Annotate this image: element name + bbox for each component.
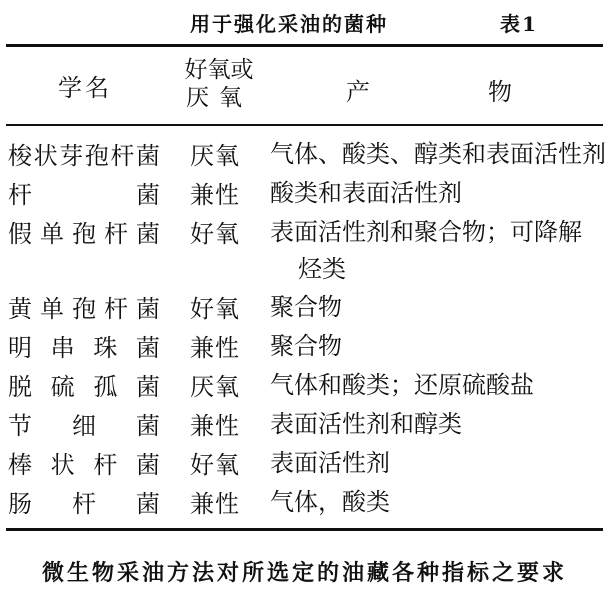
column-header-oxygen-line1: 好氧或 bbox=[184, 57, 254, 83]
species-name-char: 菌 bbox=[135, 142, 160, 170]
species-name-char: 杆 bbox=[8, 181, 32, 209]
product-cell bbox=[270, 175, 606, 212]
product-cell bbox=[270, 328, 606, 365]
species-name-char: 单 bbox=[40, 295, 64, 323]
bottom-rule bbox=[6, 528, 603, 531]
species-name-char: 细 bbox=[72, 412, 96, 440]
table-row bbox=[8, 136, 606, 175]
oxygen-type: 好氧 bbox=[190, 451, 240, 479]
species-name-char: 菌 bbox=[136, 490, 160, 518]
species-name-char: 菌 bbox=[136, 220, 160, 248]
species-name-char: 串 bbox=[50, 334, 75, 362]
species-name-char: 杆 bbox=[93, 451, 118, 479]
species-name-char: 菌 bbox=[136, 181, 160, 209]
column-header-name: 学名 bbox=[58, 74, 112, 102]
product-cell bbox=[270, 406, 606, 443]
species-name-char: 菌 bbox=[135, 334, 160, 362]
species-name bbox=[8, 367, 160, 403]
species-name-char: 肠 bbox=[8, 490, 32, 518]
table-row bbox=[8, 367, 603, 406]
oxygen-type: 兼性 bbox=[190, 181, 240, 209]
species-name-char: 杆 bbox=[104, 220, 128, 248]
product-text: 酸类和表面活性剂 bbox=[270, 179, 462, 207]
product-text: 表面活性剂 bbox=[270, 449, 390, 477]
table-title: 用于强化采油的菌种 bbox=[190, 12, 388, 36]
species-name-char: 菌 bbox=[135, 451, 160, 479]
table-row bbox=[8, 175, 603, 214]
table-title-row bbox=[0, 6, 609, 36]
species-name-char: 梭 bbox=[8, 142, 32, 170]
species-name-char: 孤 bbox=[93, 373, 118, 401]
column-header-oxygen-line2: 厌氧 bbox=[186, 85, 252, 111]
species-name-char: 假 bbox=[8, 220, 32, 248]
species-name-char: 节 bbox=[8, 412, 32, 440]
species-name-char: 状 bbox=[50, 451, 75, 479]
column-header-product-part1: 产 bbox=[346, 78, 370, 106]
species-name-char: 棒 bbox=[8, 451, 32, 479]
product-text: 气体，酸类 bbox=[270, 488, 390, 516]
section-caption: 微生物采油方法对所选定的油藏各种指标之要求 bbox=[41, 560, 567, 586]
species-name bbox=[8, 328, 160, 364]
product-cell bbox=[270, 367, 606, 404]
oxygen-type: 厌氧 bbox=[190, 373, 240, 401]
species-name bbox=[8, 445, 160, 481]
header-rule bbox=[6, 124, 603, 126]
table-row bbox=[8, 328, 603, 367]
product-text: 气体和酸类；还原硫酸盐 bbox=[270, 371, 534, 399]
table-body bbox=[8, 136, 606, 523]
table-row bbox=[8, 445, 603, 484]
species-name-char: 孢 bbox=[72, 220, 96, 248]
table-row bbox=[8, 484, 603, 523]
species-name-char: 菌 bbox=[135, 373, 160, 401]
species-name-char: 脱 bbox=[8, 373, 32, 401]
species-name-char: 杆 bbox=[110, 142, 135, 170]
species-name bbox=[8, 136, 160, 172]
oxygen-type: 兼性 bbox=[190, 412, 240, 440]
species-name-char: 孢 bbox=[72, 295, 96, 323]
species-name bbox=[8, 214, 160, 250]
oxygen-type: 兼性 bbox=[190, 334, 240, 362]
table-row bbox=[8, 214, 603, 289]
product-cell bbox=[270, 289, 606, 326]
table-row bbox=[8, 406, 603, 445]
species-name bbox=[8, 289, 160, 325]
oxygen-type: 好氧 bbox=[190, 220, 240, 248]
table-number: 表1 bbox=[500, 12, 538, 36]
top-rule bbox=[6, 44, 603, 47]
species-name-char: 珠 bbox=[93, 334, 118, 362]
product-text-continued: 烃类 bbox=[298, 255, 346, 283]
species-name-char: 状 bbox=[33, 142, 58, 170]
species-name bbox=[8, 175, 160, 211]
oxygen-type: 好氧 bbox=[190, 295, 240, 323]
oxygen-type: 厌氧 bbox=[190, 142, 240, 170]
product-text: 表面活性剂和聚合物；可降解 bbox=[270, 218, 582, 246]
product-cell bbox=[270, 484, 606, 521]
species-name-char: 孢 bbox=[84, 142, 109, 170]
table-row bbox=[8, 289, 603, 328]
oxygen-type: 兼性 bbox=[190, 490, 240, 518]
species-name-char: 菌 bbox=[136, 295, 160, 323]
species-name-char: 单 bbox=[40, 220, 64, 248]
product-text: 气体、酸类、醇类和表面活性剂 bbox=[270, 140, 606, 168]
product-text: 聚合物 bbox=[270, 332, 342, 360]
species-name-char: 菌 bbox=[136, 412, 160, 440]
product-cell bbox=[270, 136, 606, 173]
species-name-char: 杆 bbox=[72, 490, 96, 518]
species-name bbox=[8, 406, 160, 442]
species-name-char: 黄 bbox=[8, 295, 32, 323]
species-name-char: 硫 bbox=[50, 373, 75, 401]
species-name-char: 芽 bbox=[59, 142, 84, 170]
product-text: 表面活性剂和醇类 bbox=[270, 410, 462, 438]
product-cell bbox=[270, 445, 606, 482]
column-header-oxygen bbox=[176, 56, 262, 112]
product-cell bbox=[270, 214, 606, 288]
species-name-char: 明 bbox=[8, 334, 32, 362]
species-name-char: 杆 bbox=[104, 295, 128, 323]
product-text: 聚合物 bbox=[270, 293, 342, 321]
column-header-product-part2: 物 bbox=[488, 78, 512, 106]
species-name bbox=[8, 484, 160, 520]
